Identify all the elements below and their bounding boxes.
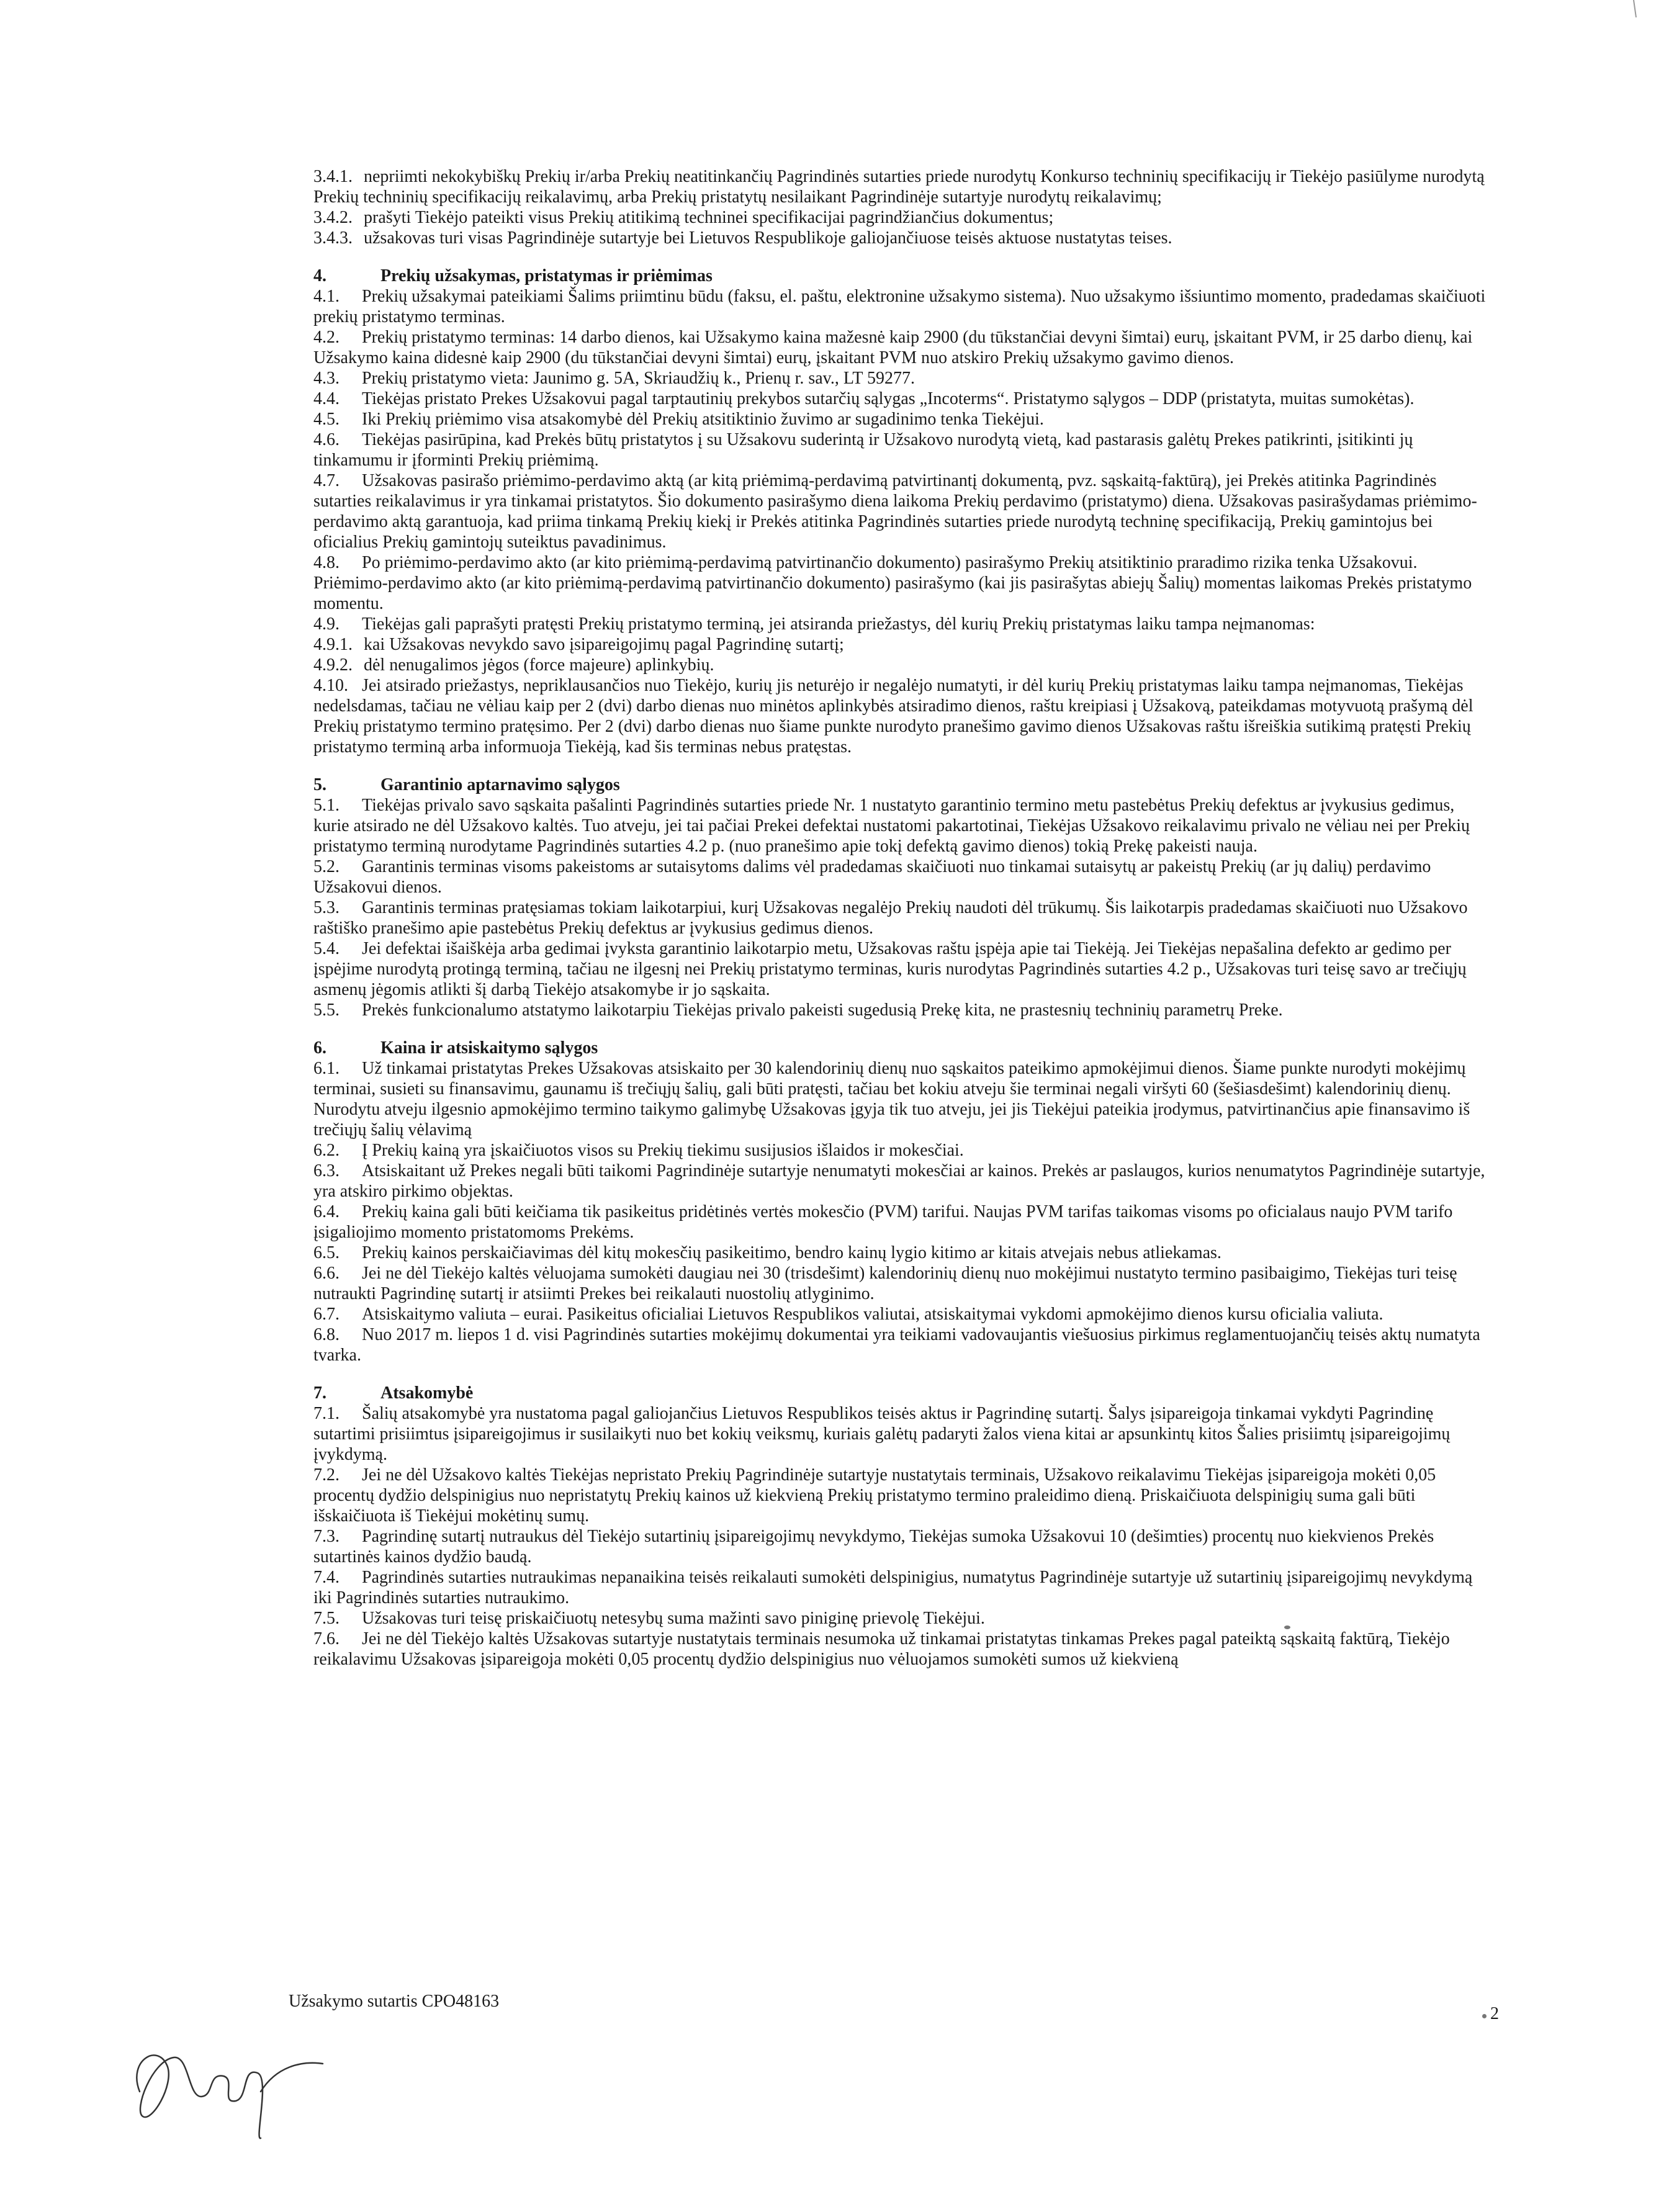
clause-7-2 (313, 1465, 1493, 1526)
clause-number: 4.8. (313, 553, 340, 572)
clause-7-3 (313, 1526, 1493, 1567)
clause-4-6 (313, 429, 1493, 470)
clause-text: Tiekėjas pristato Prekes Užsakovui pagal tarptautinių prekybos sutarčių sąlygas „Incoterms“. Pristatymo sąlygos – DDP (pristatyta, muitas sumokėtas). (362, 389, 1415, 408)
clause-text: Garantinis terminas pratęsiamas tokiam laikotarpiui, kurį Užsakovas negalėjo Prekių naudoti dėl trūkumų. Šis laikotarpis pradedamas skaičiuoti nuo Užsakovo raštiško pranešimo apie pastebėtus Prekių defektus ar įvykusius gedimus dienos. (313, 898, 1468, 938)
clause-7-5 (313, 1608, 1493, 1629)
clause-text: Prekių pristatymo terminas: 14 darbo dienos, kai Užsakymo kaina mažesnė kaip 2900 (du tūkstančiai devyni šimtai) eurų, įskaitant PVM, ir 25 darbo dienų, kai Užsakymo kaina didesnė kaip 2900 (du tūkstančiai devyni šimtai) eurų, įskaitant PVM nuo atskiro Prekių užsakymo gavimo dienos. (313, 328, 1473, 367)
clause-number: 7.6. (313, 1629, 340, 1648)
clause-number: 7.4. (313, 1568, 340, 1587)
clause-number: 4.2. (313, 328, 340, 347)
clause-text: Atsiskaitymo valiuta – eurai. Pasikeitus oficialiai Lietuvos Respublikos valiutai, atsiskaitymai vykdomi apmokėjimo dienos kursu oficialia valiuta. (362, 1305, 1383, 1324)
clause-number: 6.5. (313, 1243, 340, 1262)
clause-text: Prekių užsakymai pateikiami Šalims priimtinu būdu (faksu, el. paštu, elektronine užsakymo sistema). Nuo užsakymo išsiuntimo momento, pradedamas skaičiuoti prekių pristatymo terminas. (313, 287, 1486, 326)
clause-text: Nuo 2017 m. liepos 1 d. visi Pagrindinės sutarties mokėjimų dokumentai yra teikiami vadovaujantis viešuosius pirkimus reglamentuojančių teisės aktų numatyta tvarka. (313, 1325, 1480, 1365)
clause-4-8 (313, 552, 1493, 614)
clause-7-4 (313, 1567, 1493, 1608)
clause-4-1 (313, 286, 1493, 327)
clause-4-2 (313, 327, 1493, 368)
clause-3-4-2 (313, 207, 1493, 228)
clause-number: 4.7. (313, 471, 340, 490)
clause-number: 6.2. (313, 1141, 340, 1160)
clause-text: Prekių pristatymo vieta: Jaunimo g. 5A, Skriaudžių k., Prienų r. sav., LT 59277. (362, 369, 915, 388)
page-number: 2 (1490, 2004, 1499, 2023)
contract-reference: Užsakymo sutartis CPO48163 (289, 1992, 500, 2011)
clause-number: 4.10. (313, 676, 348, 695)
clause-number: 4.1. (313, 287, 340, 306)
clause-text: Prekių kainos perskaičiavimas dėl kitų mokesčių pasikeitimo, bendro kainų lygio kitimo ar kitais atvejais nebus atliekamas. (362, 1243, 1221, 1262)
clause-number: 6.6. (313, 1264, 340, 1283)
clause-5-3 (313, 897, 1493, 938)
clause-text: Prekių kaina gali būti keičiama tik pasikeitus pridėtinės vertės mokesčio (PVM) tarifui. Naujas PVM tarifas taikomas visoms po oficialaus naujo PVM tarifo įsigaliojimo momento pristatomoms Prekėms. (313, 1202, 1453, 1242)
clause-7-1 (313, 1403, 1493, 1465)
section-number: 5. (313, 775, 326, 794)
clause-number: 7.1. (313, 1404, 340, 1423)
clause-number: 7.5. (313, 1609, 340, 1628)
clause-4-7 (313, 470, 1493, 552)
clause-number: 5.3. (313, 898, 340, 917)
section-title: Kaina ir atsiskaitymo sąlygos (380, 1038, 598, 1058)
clause-text: Šalių atsakomybė yra nustatoma pagal galiojančius Lietuvos Respublikos teisės aktus ir Pagrindinę sutartį. Šalys įsipareigoja tinkamai vykdyti Pagrindinę sutartimi prisiimtus įsipareigojimus ir susilaikyti nuo bet kokių veiksmų, kuriais galėtų padaryti žalos viena kitai ar apsunkintų kitos Šalies prisiimtų įsipareigojimų įvykdymą. (313, 1404, 1451, 1464)
clause-text: kai Užsakovas nevykdo savo įsipareigojimų pagal Pagrindinę sutartį; (364, 635, 844, 654)
scan-edge-mark (1632, 0, 1645, 19)
section-title: Atsakomybė (380, 1383, 474, 1403)
clause-text: Garantinis terminas visoms pakeistoms ar sutaisytoms dalims vėl pradedamas skaičiuoti nuo tinkamai sutaisytų ar pakeistų Prekių (ar jų dalių) perdavimo Užsakovui dienos. (313, 857, 1431, 897)
clause-5-5 (313, 1000, 1493, 1020)
clause-text: Jei ne dėl Užsakovo kaltės Tiekėjas nepristato Prekių Pagrindinėje sutartyje nustatytais terminais, Užsakovo reikalavimu Tiekėjas įsipareigoja mokėti 0,05 procentų dydžio delspinigius nuo nepristatytų Prekių kainos už kiekvieną Prekių pristatymo termino praleidimo dieną. Priskaičiuota delspinigių suma gali būti išskaičiuota iš Tiekėjui mokėtinų sumų. (313, 1465, 1436, 1526)
clause-4-9-2 (313, 655, 1493, 675)
clause-number: 4.6. (313, 430, 340, 449)
section-number: 6. (313, 1038, 326, 1058)
clause-text: nepriimti nekokybiškų Prekių ir/arba Prekių neatitinkančių Pagrindinės sutarties priede nurodytų Konkurso techninių specifikacijų ir Tiekėjo pasiūlyme nurodytą Prekių techninių specifikacijų reikalavimų, arba Prekių pristatytų nesilaikant Pagrindinėje sutartyje nurodytų reikalavimų; (313, 167, 1485, 207)
clause-5-1 (313, 795, 1493, 856)
clause-4-3 (313, 368, 1493, 389)
clause-text: Tiekėjas gali paprašyti pratęsti Prekių pristatymo terminą, jei atsiranda priežastys, dėl kurių Prekių pristatymas laiku tampa neįmanomas: (362, 614, 1315, 634)
clause-number: 3.4.3. (313, 228, 353, 248)
clause-4-9-1 (313, 634, 1493, 655)
section-heading-6 (313, 1038, 1493, 1058)
handwritten-signature (115, 2023, 326, 2147)
clause-number: 3.4.1. (313, 167, 353, 186)
clause-number: 5.4. (313, 939, 340, 958)
clause-text: užsakovas turi visas Pagrindinėje sutartyje bei Lietuvos Respublikoje galiojančiuose teisės aktuose nustatytas teises. (364, 228, 1172, 248)
clause-6-3 (313, 1161, 1493, 1202)
clause-6-5 (313, 1243, 1493, 1263)
clause-number: 5.1. (313, 796, 340, 815)
clause-number: 3.4.2. (313, 208, 353, 227)
clause-text: dėl nenugalimos jėgos (force majeure) aplinkybių. (364, 655, 714, 675)
clause-text: Jei atsirado priežastys, nepriklausančios nuo Tiekėjo, kurių jis neturėjo ir negalėjo numatyti, ir dėl kurių Prekių pristatymas laiku tampa neįmanomas, Tiekėjas nedelsdamas, tačiau ne vėliau kaip per 2 (dvi) darbo dienas nuo minėtos aplinkybės atsiradimo dienos, raštu kreipiasi į Užsakovą, pateikdamas motyvuotą prašymą dėl Prekių pristatymo termino pratęsimo. Per 2 (dvi) darbo dienas nuo šiame punkte nurodyto pranešimo gavimo dienos Užsakovas raštu išreiškia sutikimą pratęsti Prekių pristatymo terminą arba informuoja Tiekėją, kad šis terminas nebus pratęstas. (313, 676, 1473, 757)
clause-5-4 (313, 938, 1493, 1000)
clause-text: Užsakovas pasirašo priėmimo-perdavimo aktą (ar kitą priėmimą-perdavimą patvirtinantį dokumentą, pvz. sąskaitą-faktūrą), jei Prekės atitinka Pagrindinės sutarties reikalavimus ir yra tinkamai pristatytos. Šio dokumento pasirašymo diena laikoma Prekių perdavimo (pristatymo) diena. Užsakovas pasirašydamas priėmimo-perdavimo aktą garantuoja, kad priima tinkamą Prekių kiekį ir Prekės atitinka Pagrindinės sutarties priede nurodytą techninę specifikaciją, Prekių gamintojus bei oficialius Prekių gamintojų suteiktus pavadinimus. (313, 471, 1477, 552)
clause-text: Jei ne dėl Tiekėjo kaltės Užsakovas sutartyje nustatytais terminais nesumoka už tinkamai pristatytas tinkamas Prekes pagal pateiktą sąskaitą faktūrą, Tiekėjo reikalavimu Užsakovas įsipareigoja mokėti 0,05 procentų dydžio delspinigius nuo vėluojamos sumokėti sumos už kiekvieną (313, 1629, 1450, 1669)
clause-text: Tiekėjas pasirūpina, kad Prekės būtų pristatytos į su Užsakovu suderintą ir Užsakovo nurodytą vietą, kad pastarasis galėtų Prekes patikrinti, įsitikinti jų tinkamumu ir įforminti Prekių priėmimą. (313, 430, 1413, 470)
clause-6-6 (313, 1263, 1493, 1304)
clause-number: 6.1. (313, 1059, 340, 1078)
clause-3-4-1 (313, 166, 1493, 207)
clause-number: 4.9.1. (313, 635, 353, 654)
clause-text: Po priėmimo-perdavimo akto (ar kito priėmimą-perdavimą patvirtinančio dokumento) pasirašymo Prekių atsitiktinio praradimo rizika tenka Užsakovui. Priėmimo-perdavimo akto (ar kito priėmimą-perdavimą patvirtinančio dokumento) pasirašymo (kai jis pasirašytas abiejų Šalių) momentas laikomas Prekės pristatymo momentu. (313, 553, 1472, 613)
clause-6-1 (313, 1058, 1493, 1140)
clause-text: Jei ne dėl Tiekėjo kaltės vėluojama sumokėti daugiau nei 30 (trisdešimt) kalendorinių dienų nuo mokėjimui nustatyto termino pasibaigimo, Tiekėjas turi teisę nutraukti Pagrindinę sutartį ir atsiimti Prekes bei reikalauti nuostolių atlyginimo. (313, 1264, 1457, 1303)
contract-body (313, 166, 1493, 1670)
clause-7-6 (313, 1629, 1493, 1670)
clause-6-8 (313, 1324, 1493, 1365)
clause-3-4-3 (313, 228, 1493, 248)
clause-number: 5.2. (313, 857, 340, 876)
clause-number: 5.5. (313, 1000, 340, 1020)
clause-text: Tiekėjas privalo savo sąskaita pašalinti Pagrindinės sutarties priede Nr. 1 nustatyto garantinio termino metu pastebėtus Prekių defektus ar įvykusius gedimus, kurie atsirado ne dėl Užsakovo kaltės. Tuo atveju, jei tai pačiai Prekei defektai nustatomi pakartotinai, Tiekėjas Užsakovo reikalavimu privalo ne vėliau nei per Prekių pristatymo terminą nurodytame Pagrindinės sutarties 4.2 p. (nuo pranešimo apie tokį defektą gavimo dienos) tokią Prekę pakeisti nauja. (313, 796, 1470, 856)
clause-number: 4.3. (313, 369, 340, 388)
clause-text: Prekės funkcionalumo atstatymo laikotarpiu Tiekėjas privalo pakeisti sugedusią Prekę kita, ne prastesnių techninių parametrų Preke. (362, 1000, 1283, 1020)
scan-speck (1284, 1625, 1290, 1629)
clause-4-10 (313, 675, 1493, 757)
clause-6-4 (313, 1202, 1493, 1243)
section-heading-4 (313, 266, 1493, 286)
clause-number: 6.8. (313, 1325, 340, 1344)
clause-text: Iki Prekių priėmimo visa atsakomybė dėl Prekių atsitiktinio žuvimo ar sugadinimo tenka Tiekėjui. (362, 410, 1044, 429)
clause-text: Pagrindinės sutarties nutraukimas nepanaikina teisės reikalauti sumokėti delspinigius, numatytus Pagrindinėje sutartyje už sutartinių įsipareigojimų nevykdymą iki Pagrindinės sutarties nutraukimo. (313, 1568, 1473, 1607)
section-heading-5 (313, 775, 1493, 795)
scan-speck (1482, 2014, 1487, 2018)
clause-4-4 (313, 389, 1493, 409)
clause-text: Į Prekių kainą yra įskaičiuotos visos su Prekių tiekimu susijusios išlaidos ir mokesčiai. (362, 1141, 964, 1160)
clause-text: Pagrindinę sutartį nutraukus dėl Tiekėjo sutartinių įsipareigojimų nevykdymo, Tiekėjas sumoka Užsakovui 10 (dešimties) procentų nuo kiekvienos Prekės sutartinės kainos dydžio baudą. (313, 1527, 1434, 1567)
clause-text: Atsiskaitant už Prekes negali būti taikomi Pagrindinėje sutartyje nenumatyti mokesčiai ar kainos. Prekės ar paslaugos, kurios nenumatytos Pagrindinėje sutartyje, yra atskiro pirkimo objektas. (313, 1161, 1485, 1201)
clause-number: 6.7. (313, 1305, 340, 1324)
section-title: Garantinio aptarnavimo sąlygos (380, 775, 620, 794)
section-heading-7 (313, 1383, 1493, 1403)
clause-number: 6.3. (313, 1161, 340, 1180)
clause-text: Užsakovas turi teisę priskaičiuotų netesybų suma mažinti savo piniginę prievolę Tiekėjui. (362, 1609, 985, 1628)
section-number: 4. (313, 266, 326, 285)
clause-4-5 (313, 409, 1493, 429)
clause-number: 4.4. (313, 389, 340, 408)
section-title: Prekių užsakymas, pristatymas ir priėmimas (380, 266, 713, 285)
clause-number: 4.5. (313, 410, 340, 429)
clause-number: 7.2. (313, 1465, 340, 1485)
clause-number: 4.9.2. (313, 655, 353, 675)
clause-6-7 (313, 1304, 1493, 1324)
clause-number: 4.9. (313, 614, 340, 634)
clause-4-9 (313, 614, 1493, 634)
clause-text: Jei defektai išaiškėja arba gedimai įvyksta garantinio laikotarpio metu, Užsakovas raštu įspėja apie tai Tiekėją. Jei Tiekėjas nepašalina defekto ar gedimo per įspėjime nurodytą protingą terminą, tačiau ne ilgesnį nei Prekių pristatymo terminas, kuris nurodytas Pagrindinės sutarties 4.2 p., Užsakovas turi teisę savo ar trečiųjų asmenų jėgomis atlikti šį darbą Tiekėjo atsakomybe ir jo sąskaita. (313, 939, 1467, 999)
clause-text: prašyti Tiekėjo pateikti visus Prekių atitikimą techninei specifikacijai pagrindžiančius dokumentus; (364, 208, 1054, 227)
clause-number: 7.3. (313, 1527, 340, 1546)
clause-number: 6.4. (313, 1202, 340, 1221)
clause-5-2 (313, 856, 1493, 897)
clause-text: Už tinkamai pristatytas Prekes Užsakovas atsiskaito per 30 kalendorinių dienų nuo sąskaitos pateikimo apmokėjimui dienos. Šiame punkte nurodyti mokėjimų terminai, susieti su finansavimu, gaunamu iš trečiųjų šalių, gali būti pratęsti, tačiau bet kokiu atveju šie terminai negali viršyti 60 (šešiasdešimt) kalendorinių dienų. Nurodytu atveju ilgesnio apmokėjimo termino taikymo galimybę Užsakovas įgyja tik tuo atveju, jei jis Tiekėjui pateikia įrodymus, patvirtinančius apie finansavimo iš trečiųjų šalių vėlavimą (313, 1059, 1470, 1140)
clause-6-2 (313, 1140, 1493, 1161)
section-number: 7. (313, 1383, 326, 1403)
